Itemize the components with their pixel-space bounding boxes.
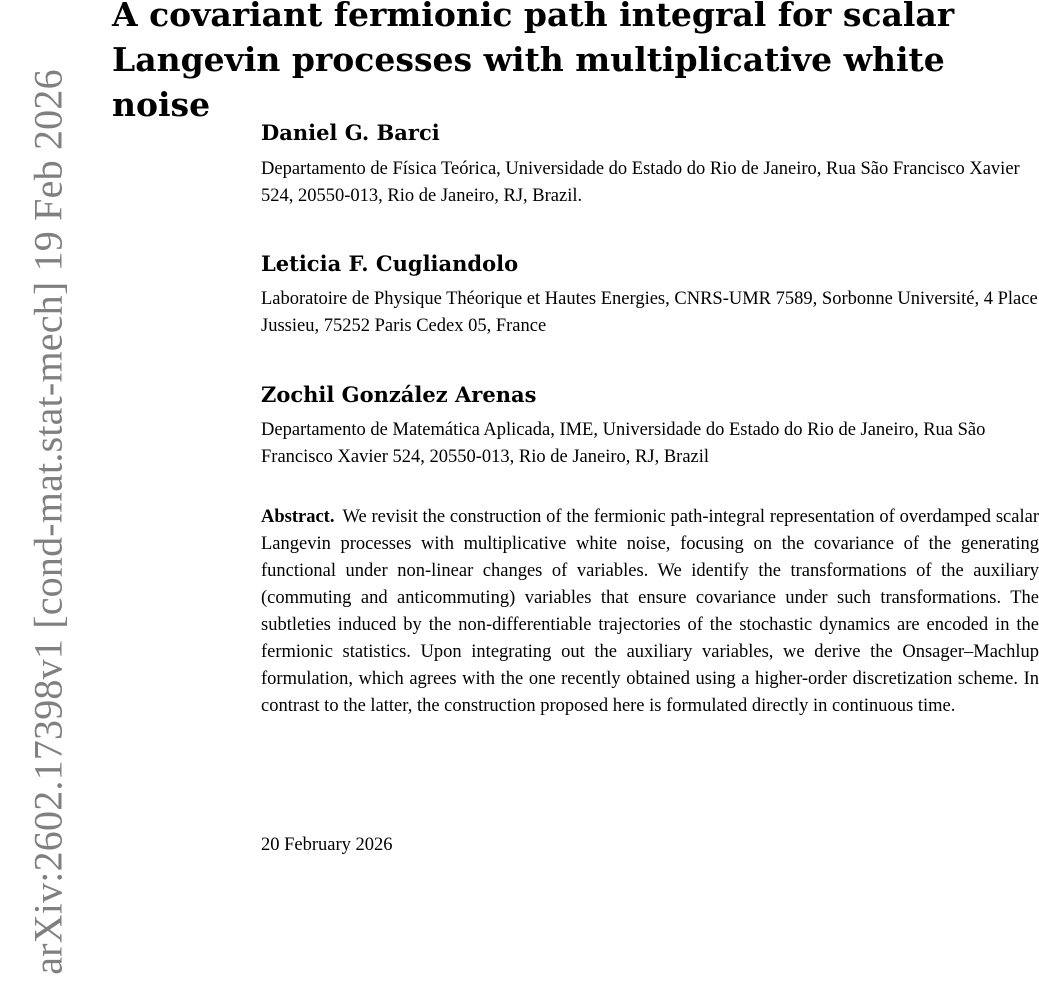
author-affiliation: Laboratoire de Physique Théorique et Hautes Energies, CNRS-UMR 7589, Sorbonne Université, 4 Place Jussieu, 75252 Paris Cedex 05, France	[261, 289, 1038, 336]
author-name: Zochil González Arenas	[261, 382, 537, 407]
arxiv-identifier-stamp: arXiv:2602.17398v1 [cond-mat.stat-mech] 19 Feb 2026	[25, 69, 71, 975]
author-affiliation: Departamento de Física Teórica, Universidade do Estado do Rio de Janeiro, Rua São Francisco Xavier 524, 20550-013, Rio de Janeiro, RJ, Brazil.	[261, 159, 1020, 206]
abstract-text: We revisit the construction of the fermionic path-integral representation of overdamped scalar Langevin processes with multiplicative white noise, focusing on the covariance of the generating functional under non-linear changes of variables. We identify the transformations of the auxiliary (commuting and anticommuting) variables that ensure covariance under such transformations. The subtleties induced by the non-differentiable trajectories of the stochastic dynamics are encoded in the fermionic statistics. Upon integrating out the auxiliary variables, we derive the Onsager–Machlup formulation, which agrees with the one recently obtained using a higher-order discretization scheme. In contrast to the latter, the construction proposed here is formulated directly in continuous time.	[261, 507, 1039, 716]
author-name: Leticia F. Cugliandolo	[261, 251, 519, 276]
abstract-label: Abstract.	[261, 507, 335, 527]
publication-date: 20 February 2026	[261, 835, 393, 855]
paper-title: A covariant fermionic path integral for scalar Langevin processes with multiplicative white noise	[112, 0, 955, 124]
author-affiliation: Departamento de Matemática Aplicada, IME, Universidade do Estado do Rio de Janeiro, Rua São Francisco Xavier 524, 20550-013, Rio de Janeiro, RJ, Brazil	[261, 420, 986, 467]
abstract	[261, 504, 1039, 720]
author-name: Daniel G. Barci	[261, 120, 440, 145]
